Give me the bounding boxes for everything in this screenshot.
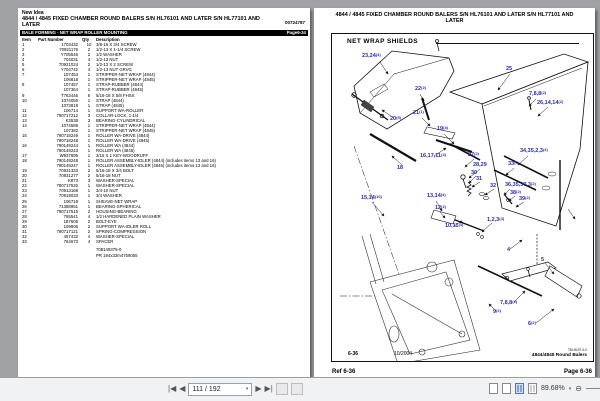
- cell-qty: 4: [87, 233, 91, 239]
- cell-item: 10: [22, 97, 27, 103]
- cell-description: 3/4-10 NUT: [96, 188, 119, 194]
- cell-description: HOUSING-BEARING: [96, 208, 137, 214]
- next-view-icon[interactable]: [291, 383, 303, 395]
- left-page-title: [22, 16, 274, 28]
- chevron-down-icon: ▾: [245, 386, 249, 392]
- page-number-value: 111 / 192: [192, 385, 221, 393]
- diagram-callout: [390, 116, 401, 122]
- cell-qty: 2: [87, 208, 91, 214]
- cell-qty: 2: [87, 52, 91, 58]
- callout-items: 18: [397, 165, 404, 171]
- diagram-callout: [500, 300, 517, 306]
- cell-part-number: 70931277: [58, 173, 78, 179]
- figure-date: 10/2004: [394, 351, 413, 357]
- cell-description: STRIPPER-NET WRAP (4844): [96, 122, 156, 128]
- cell-description: 3/8-16 X 3/4 SCREW: [96, 42, 137, 48]
- print-reference: [96, 247, 138, 258]
- diagram-callout: [528, 321, 536, 327]
- cell-part-number: 790717515: [56, 208, 78, 214]
- cell-qty: 1: [87, 127, 91, 133]
- page-number-input[interactable]: [188, 383, 252, 396]
- cell-part-number: K3538: [65, 117, 78, 123]
- previous-view-icon[interactable]: [276, 383, 288, 395]
- cell-part-number: 107453: [63, 72, 78, 78]
- continuous-view-icon[interactable]: [502, 383, 511, 394]
- callout-items: 20: [390, 116, 397, 122]
- cell-item: 18: [22, 158, 27, 164]
- callout-qty: (2): [496, 307, 501, 313]
- cell-item: 32: [22, 233, 27, 239]
- cell-qty: 1: [87, 163, 91, 169]
- cell-item: 12: [22, 112, 27, 118]
- callout-items: 27: [468, 152, 475, 158]
- cell-qty: 1: [87, 188, 91, 194]
- cell-item: 1: [22, 42, 25, 48]
- cell-qty: 4: [87, 67, 91, 73]
- cell-qty: 1: [87, 102, 91, 108]
- cell-qty: 1: [87, 107, 91, 113]
- cell-description: ROLLER WA-DRIVE (4844): [96, 132, 150, 138]
- cell-part-number: 790149244: [56, 142, 78, 148]
- cell-description: 5/16-18 NUT: [96, 173, 121, 179]
- callout-items: 16,17,11: [420, 153, 442, 159]
- cell-part-number: 790717212: [56, 112, 78, 118]
- cell-description: 1/2-13 X 2 SCREW: [96, 62, 134, 68]
- cell-description: SPRING-COMPRESSION: [96, 228, 147, 234]
- cell-part-number: 790149243: [56, 148, 78, 154]
- callout-qty: (2): [525, 194, 531, 200]
- cell-qty: 1: [87, 153, 91, 159]
- callout-items: 28,29: [473, 162, 487, 168]
- left-page-title-line2: LATER: [22, 22, 40, 29]
- cell-qty: 1: [87, 77, 91, 83]
- cell-part-number: 1073818: [61, 102, 78, 108]
- diagram-callout: [506, 66, 512, 72]
- left-page-title-line1: 4844 / 4845 FIXED CHAMBER ROUND BALERS S/N HL76101 AND LATER S/N HL77101 AND: [22, 16, 260, 22]
- right-page-title-line2: LATER: [445, 18, 464, 25]
- callout-items: 1,2,3: [487, 217, 500, 223]
- cell-qty: 1: [87, 148, 91, 154]
- two-page-scroll-view-icon[interactable]: [528, 383, 537, 394]
- zoom-dropdown-icon[interactable]: ▾: [568, 385, 572, 392]
- parts-table: [22, 37, 302, 244]
- cell-item: 7: [22, 72, 25, 78]
- cell-qty: 2: [87, 168, 91, 174]
- cell-qty: 6: [87, 92, 91, 98]
- cell-part-number: K873: [67, 178, 78, 184]
- callout-qty: (5): [396, 114, 402, 120]
- diagram-callout: [519, 196, 530, 202]
- cell-qty: 10: [86, 42, 92, 48]
- cell-item: 28: [22, 213, 27, 219]
- callout-items: 13,14: [427, 193, 441, 199]
- cell-description: STRAP-RUBBER (4845): [96, 87, 144, 93]
- cell-qty: 2: [87, 223, 91, 229]
- callout-qty: (10): [374, 193, 382, 199]
- cell-item: 27: [22, 208, 27, 214]
- cell-item: 2: [22, 47, 25, 53]
- cell-part-number: T763446: [61, 92, 78, 98]
- callout-items: 12: [435, 205, 442, 211]
- section-bar-page: Page6-34: [286, 30, 306, 35]
- cell-description: BOLT-EYE: [96, 218, 117, 224]
- header-description: Description: [96, 37, 120, 42]
- single-page-view-icon[interactable]: [489, 383, 498, 394]
- diagram-callout: [537, 100, 563, 106]
- cell-item: 26: [22, 203, 27, 209]
- callout-items: 6: [528, 321, 532, 327]
- cell-item: 9: [22, 92, 25, 98]
- zoom-level[interactable]: 89.68%: [541, 385, 565, 392]
- cell-description: WASHER-SPECIAL: [96, 183, 135, 189]
- cell-part-number: 457432: [63, 233, 78, 239]
- cell-item: 31: [22, 228, 27, 234]
- callout-qty: (2): [558, 98, 564, 104]
- cell-part-number: 790149247: [56, 163, 78, 169]
- brand-name: New Idea: [22, 10, 44, 16]
- cell-description: STRIPPER-NET WRAP (4845): [96, 127, 156, 133]
- callout-qty: (4): [514, 159, 520, 165]
- cell-part-number: 1074588: [61, 122, 78, 128]
- cell-part-number: Y705546: [60, 52, 78, 58]
- zoom-slider[interactable]: [586, 388, 600, 389]
- cell-qty: 1: [87, 137, 91, 143]
- diagram-title: NET WRAP SHIELDS: [347, 38, 418, 45]
- cell-description: BEARING-SPHERICAL: [96, 203, 142, 209]
- callout-qty: (2): [541, 89, 547, 95]
- callout-qty: (4): [441, 151, 446, 157]
- cell-description: SHEAVE-NET WRAP: [96, 198, 138, 204]
- cell-part-number: 70931333: [58, 168, 78, 174]
- zoom-controls: [489, 383, 600, 394]
- cell-description: 1/2 HARDENED PLAIN WASHER: [96, 213, 161, 219]
- callout-qty: (4): [542, 146, 548, 152]
- cell-item: 22: [22, 183, 27, 189]
- header-item: Item: [22, 37, 31, 42]
- cell-description: 1/2-13 X 1-1/4 SCREW: [96, 47, 141, 53]
- cell-qty: 3: [87, 178, 91, 184]
- callout-qty: (2): [474, 150, 480, 156]
- figure-ref: 6-36: [348, 351, 359, 357]
- two-page-view-icon[interactable]: [515, 383, 524, 394]
- cell-part-number: 790149248: [56, 158, 78, 164]
- diagram-frame: [331, 33, 594, 362]
- cell-part-number: 790717532: [56, 183, 78, 189]
- cell-qty: 1: [87, 203, 91, 209]
- diagram-callout: [508, 161, 519, 167]
- section-bar: [20, 30, 308, 36]
- callout-qty: (4): [499, 215, 505, 221]
- cell-description: ROLLER ASSEMBLY-IDLER (4844) (includes items 13 and 16): [96, 158, 216, 164]
- cell-description: WASHER-SPECIAL: [96, 233, 135, 239]
- diagram-callout: [476, 176, 482, 182]
- cell-part-number: 790718248: [56, 137, 78, 143]
- cell-qty: 1: [87, 198, 91, 204]
- diagram-callout: [445, 223, 463, 229]
- callout-items: 39: [519, 196, 526, 202]
- callout-qty: (2): [531, 180, 536, 186]
- cell-qty: 2: [87, 218, 91, 224]
- document-number: 00724787: [284, 20, 305, 25]
- cell-qty: 1: [87, 183, 91, 189]
- diagram-callout: [415, 86, 426, 92]
- callout-items: 10,11: [445, 223, 459, 229]
- page-navigation: [168, 382, 303, 396]
- cell-qty: 1: [87, 72, 91, 78]
- callout-qty: (2): [512, 298, 518, 304]
- callout-items: 31: [476, 176, 483, 182]
- header-qty: Qty: [82, 37, 90, 42]
- figure-model-block: [532, 349, 587, 358]
- diagram-callout: [507, 247, 510, 253]
- cell-item: 17: [22, 153, 27, 159]
- callout-qty: (4): [458, 221, 464, 227]
- callout-items: 32: [490, 183, 497, 189]
- diagram-callout: [435, 205, 446, 211]
- cell-description: 1/2-13 NUT GRVG: [96, 67, 132, 73]
- zoom-out-icon[interactable]: ⊖: [575, 383, 582, 393]
- figure-model: 4844/4845 Round Balers: [531, 352, 587, 358]
- callout-items: 26,14,14: [537, 100, 559, 106]
- right-page: [314, 8, 595, 377]
- cell-item: 4: [22, 57, 25, 63]
- cell-part-number: 704031: [63, 57, 78, 63]
- ref-label: Ref 6-36: [332, 369, 356, 375]
- diagram-callout: [529, 91, 546, 97]
- cell-part-number: 1703432: [61, 42, 78, 48]
- cell-description: 5/16-18 X 5/8 FHSS: [96, 92, 135, 98]
- diagram-callout: [437, 126, 448, 132]
- cell-description: 5/16-18 X 3/4 BOLT: [96, 168, 134, 174]
- cell-description: STRAP (4844): [96, 97, 124, 103]
- callout-items: 15,14: [361, 195, 375, 201]
- cell-description: ROLLER WA (4845): [96, 148, 135, 154]
- diagram-callout: [541, 257, 544, 263]
- callout-items: 21: [413, 110, 420, 116]
- cell-description: 3/16 X 1 KEY-WOODRUFF: [96, 153, 149, 159]
- cell-item: 23: [22, 188, 27, 194]
- diagram-callout: [362, 53, 381, 59]
- cell-description: BEARING-CYLINDRICAL: [96, 117, 146, 123]
- callout-items: 9: [493, 309, 497, 315]
- print-reference-line2: PR 194x33m47b9055: [96, 252, 138, 258]
- cell-description: STRAP (4845): [96, 102, 124, 108]
- cell-item: 24: [22, 193, 27, 199]
- cell-part-number: 790718249: [56, 132, 78, 138]
- next-page-button[interactable]: ▶: [255, 382, 261, 396]
- cell-part-number: 70921176: [59, 47, 78, 53]
- cell-part-number: 107382: [63, 127, 78, 133]
- callout-items: 5: [541, 257, 545, 263]
- cell-description: 1/2-13 NUT: [96, 57, 119, 63]
- diagram-callout: [493, 309, 501, 315]
- diagram-callout: [505, 182, 536, 188]
- callout-items: 30: [471, 170, 478, 176]
- cell-item: 29: [22, 218, 27, 224]
- cell-qty: 1: [87, 122, 91, 128]
- cell-item: 33: [22, 238, 27, 244]
- cell-description: SPACER: [96, 238, 114, 244]
- cell-item: 25: [22, 198, 27, 204]
- cell-description: 1/2 WASHER: [96, 52, 122, 58]
- cell-item: 16: [22, 142, 27, 148]
- cell-description: SUPPORT WA-ROLLER: [96, 107, 144, 113]
- callout-items: 22: [415, 86, 422, 92]
- cell-item: 13: [22, 117, 27, 123]
- callout-qty: (4): [375, 51, 381, 57]
- previous-page-button[interactable]: ◀: [179, 382, 185, 396]
- viewer-toolbar: [0, 377, 600, 401]
- callout-qty: (1): [419, 108, 425, 114]
- cell-qty: 2: [87, 47, 91, 53]
- diagram-callout: [427, 193, 446, 199]
- callout-items: 7,8,8: [500, 300, 513, 306]
- callout-items: 23,24: [362, 53, 376, 59]
- cell-item: 14: [22, 122, 27, 128]
- cell-qty: 1: [87, 158, 91, 164]
- cell-qty: 2: [87, 173, 91, 179]
- cell-part-number: 107364: [63, 87, 78, 93]
- callout-items: 34,35,2,3: [520, 148, 543, 154]
- right-page-title-line1: 4844 / 4845 FIXED CHAMBER ROUND BALERS S/N HL76101 AND LATER S/N HL77101 AND: [335, 12, 574, 18]
- section-bar-title: BALE FORMING - NET WRAP ROLLER MOUNTING: [22, 30, 128, 35]
- cell-item: 11: [22, 107, 27, 113]
- callout-items: 19: [437, 126, 444, 132]
- cell-qty: 4: [87, 57, 91, 63]
- cell-description: STRAP-RUBBER (4844): [96, 82, 144, 88]
- diagram-callout: [361, 195, 382, 201]
- cell-item: 30: [22, 223, 27, 229]
- first-page-button[interactable]: |◀: [168, 382, 176, 396]
- cell-item: 20: [22, 173, 27, 179]
- diagram-callout: [487, 217, 504, 223]
- callout-items: 7,8,8: [529, 91, 542, 97]
- header-part-number: Part Number: [38, 37, 64, 42]
- cell-qty: 3: [87, 117, 91, 123]
- diagram-callout: [420, 153, 446, 159]
- cell-description: ROLLER WA-DRIVE (4845): [96, 137, 150, 143]
- diagram-callout: [413, 110, 424, 116]
- cell-part-number: 109806: [63, 223, 78, 229]
- cell-part-number: 71388951: [58, 203, 78, 209]
- cell-description: 3/4 WASHER: [96, 193, 122, 199]
- cell-part-number: Y704742: [60, 67, 78, 73]
- cell-description: WASHER-SPECIAL: [96, 178, 135, 184]
- cell-description: STRIPPER-NET WRAP (4844): [96, 72, 156, 78]
- callout-items: 38: [510, 190, 517, 196]
- cell-qty: 1: [87, 82, 91, 88]
- callout-qty: (4): [443, 124, 449, 130]
- cell-part-number: W937695: [59, 153, 78, 159]
- cell-qty: 1: [87, 193, 91, 199]
- cell-part-number: 70913168: [58, 188, 78, 194]
- print-reference-line1: 708149375-0: [96, 247, 122, 252]
- callout-qty: (2): [531, 319, 536, 325]
- cell-part-number: 70921024: [58, 62, 78, 68]
- cell-item: 21: [22, 178, 27, 184]
- cell-item: 5: [22, 62, 25, 68]
- cell-description: STRIPPER-NET WRAP (4845): [96, 77, 156, 83]
- cell-qty: 4: [87, 213, 91, 219]
- page-label: Page 6-36: [563, 369, 592, 375]
- cell-part-number: 106818: [63, 77, 78, 83]
- cell-qty: 1: [87, 142, 91, 148]
- callout-items: 25: [506, 66, 513, 72]
- table-row: [22, 239, 302, 244]
- cell-qty: 1: [87, 132, 91, 138]
- callout-qty: (2): [421, 84, 427, 90]
- cell-qty: 2: [87, 62, 91, 68]
- callout-items: 4: [507, 247, 511, 253]
- cell-part-number: 106718: [63, 198, 78, 204]
- cell-description: ROLLER ASSEMBLY-IDLER (4845) (includes items 13 and 16): [96, 163, 216, 169]
- cell-part-number: 107457: [63, 82, 78, 88]
- cell-part-number: 187605: [63, 218, 78, 224]
- callout-items: 36,35,37,3: [505, 182, 531, 188]
- cell-item: 15: [22, 132, 27, 138]
- diagram-callout: [520, 148, 548, 154]
- cell-qty: 1: [87, 97, 91, 103]
- cell-part-number: 70919033: [58, 193, 78, 199]
- callout-qty: (4): [440, 191, 446, 197]
- right-page-title: [326, 12, 583, 24]
- cell-part-number: 790717121: [56, 228, 78, 234]
- cell-item: 8: [22, 82, 25, 88]
- cell-description: SUPPORT WA-IDLER ROLL: [96, 223, 152, 229]
- cell-part-number: 106714: [63, 107, 78, 113]
- cell-qty: 3: [87, 112, 91, 118]
- cell-item: 19: [22, 168, 27, 174]
- diagram-callout: [473, 162, 487, 168]
- diagram-callout: [468, 152, 479, 158]
- cell-part-number: 1074055: [61, 97, 78, 103]
- last-page-button[interactable]: ▶|: [265, 382, 273, 396]
- callout-items: 33: [508, 161, 515, 167]
- callout-qty: (2): [516, 188, 522, 194]
- cell-item: 3: [22, 52, 25, 58]
- cell-part-number: 764673: [63, 238, 78, 244]
- cell-qty: 1: [87, 87, 91, 93]
- figure-doc-code: TM-HL97-0-0: [568, 348, 587, 352]
- cell-item: 6: [22, 67, 25, 73]
- diagram-callout: [490, 183, 496, 189]
- cell-qty: 4: [87, 238, 91, 244]
- cell-description: ROLLER WA (4844): [96, 142, 135, 148]
- cell-qty: 2: [87, 228, 91, 234]
- cell-part-number: 765541: [63, 213, 78, 219]
- diagram-callout: [397, 165, 403, 171]
- left-page: [18, 8, 310, 377]
- cell-description: COLLAR-LOCK, 1-1/4: [96, 112, 139, 118]
- callout-qty: (2): [441, 203, 447, 209]
